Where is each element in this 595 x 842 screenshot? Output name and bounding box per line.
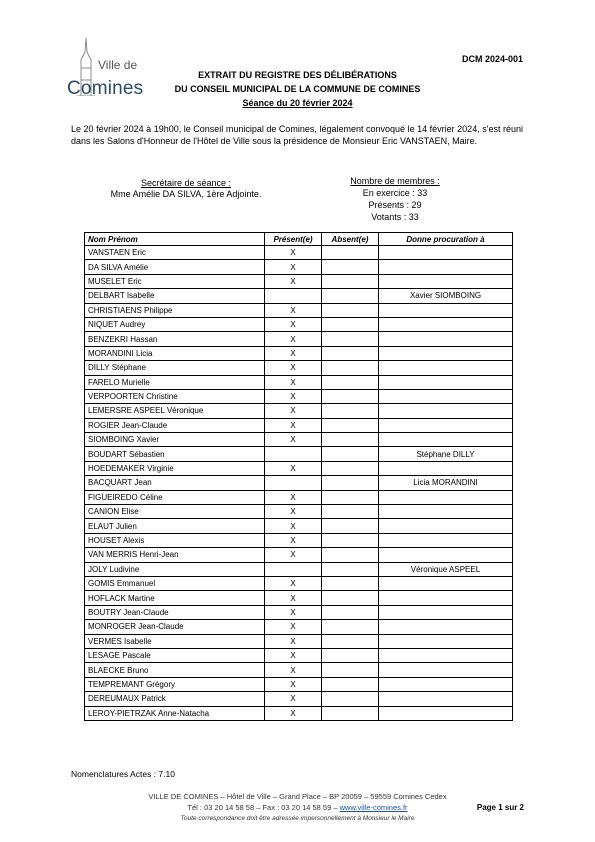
cell-present: X (265, 648, 322, 662)
cell-procuration (379, 677, 513, 691)
cell-name: SIOMBOING Xavier (85, 433, 265, 447)
cell-procuration (379, 505, 513, 519)
table-row (85, 692, 513, 706)
cell-name: DEREUMAUX Patrick (85, 692, 265, 706)
footer-address: VILLE DE COMINES – Hôtel de Ville – Grand Place – BP 20059 – 59559 Comines Cedex (148, 792, 447, 801)
cell-absent (322, 332, 379, 346)
cell-name: CHRISTIAENS Philippe (85, 303, 265, 317)
cell-procuration (379, 361, 513, 375)
cell-procuration (379, 260, 513, 274)
cell-present: X (265, 317, 322, 331)
cell-procuration (379, 346, 513, 360)
secretary-name: Mme Amélie DA SILVA, 1ère Adjointe. (110, 189, 262, 199)
intro-paragraph: Le 20 février 2024 à 19h00, le Conseil municipal de Comines, légalement convoqué le 14 février 2024, s'est réuni dans les Salons d'Honneur de l'Hôtel de Ville sous la présidence de Monsieur Eric VANSTAEN, Maire. (71, 124, 523, 146)
cell-name: FIGUEIREDO Céline (85, 490, 265, 504)
cell-name: HOFLACK Martine (85, 591, 265, 605)
cell-procuration (379, 303, 513, 317)
cell-procuration (379, 246, 513, 260)
cell-procuration (379, 576, 513, 590)
cell-procuration (379, 605, 513, 619)
table-row (85, 332, 513, 346)
cell-procuration (379, 533, 513, 547)
session-date: Séance du 20 février 2024 (242, 98, 353, 108)
table-row (85, 562, 513, 576)
cell-absent (322, 677, 379, 691)
cell-name: LEROY-PIETRZAK Anne-Natacha (85, 706, 265, 720)
cell-present: X (265, 346, 322, 360)
cell-present: X (265, 591, 322, 605)
table-row (85, 634, 513, 648)
cell-name: CANION Elise (85, 505, 265, 519)
cell-present: X (265, 533, 322, 547)
title-line-2: DU CONSEIL MUNICIPAL DE LA COMMUNE DE COMINES (174, 84, 421, 94)
table-row (85, 404, 513, 418)
table-row (85, 447, 513, 461)
cell-name: VERPOORTEN Christine (85, 389, 265, 403)
members-votants: Votants : 33 (371, 212, 419, 222)
cell-name: HOEDEMAKER Virginie (85, 461, 265, 475)
cell-procuration: Licia MORANDINI (379, 476, 513, 490)
table-row (85, 648, 513, 662)
cell-present: X (265, 634, 322, 648)
cell-present: X (265, 576, 322, 590)
cell-procuration (379, 332, 513, 346)
cell-absent (322, 533, 379, 547)
cell-absent (322, 274, 379, 288)
cell-present (265, 289, 322, 303)
header-present: Présent(e) (265, 233, 322, 246)
table-row (85, 375, 513, 389)
table-row (85, 433, 513, 447)
table-row (85, 663, 513, 677)
cell-name: DILLY Stéphane (85, 361, 265, 375)
table-row (85, 591, 513, 605)
table-row (85, 605, 513, 619)
cell-procuration (379, 548, 513, 562)
cell-absent (322, 490, 379, 504)
cell-name: NIQUET Audrey (85, 317, 265, 331)
header-procuration: Donne procuration à (379, 233, 513, 246)
cell-name: LESAGE Pascale (85, 648, 265, 662)
cell-absent (322, 476, 379, 490)
table-row (85, 476, 513, 490)
cell-procuration (379, 317, 513, 331)
cell-present: X (265, 692, 322, 706)
page-number: Page 1 sur 2 (476, 803, 524, 812)
cell-procuration (379, 692, 513, 706)
cell-procuration (379, 648, 513, 662)
cell-present: X (265, 418, 322, 432)
cell-present: X (265, 332, 322, 346)
cell-absent (322, 548, 379, 562)
cell-absent (322, 706, 379, 720)
cell-procuration (379, 389, 513, 403)
cell-procuration (379, 490, 513, 504)
website-link[interactable]: www.ville-comines.fr (339, 803, 408, 812)
cell-absent (322, 389, 379, 403)
cell-procuration (379, 433, 513, 447)
table-row (85, 461, 513, 475)
cell-absent (322, 289, 379, 303)
cell-present: X (265, 620, 322, 634)
cell-name: BOUDART Sébastien (85, 447, 265, 461)
cell-name: BLAECKE Bruno (85, 663, 265, 677)
cell-name: LEMERSRE ASPEEL Véronique (85, 404, 265, 418)
cell-present: X (265, 505, 322, 519)
attendance-table (84, 232, 513, 721)
cell-procuration (379, 274, 513, 288)
cell-name: MUSELET Eric (85, 274, 265, 288)
table-row (85, 620, 513, 634)
cell-present: X (265, 663, 322, 677)
cell-absent (322, 505, 379, 519)
table-row (85, 303, 513, 317)
table-row (85, 317, 513, 331)
cell-absent (322, 620, 379, 634)
cell-present: X (265, 605, 322, 619)
header-nom-prenom: Nom Prénom (85, 233, 265, 246)
cell-absent (322, 433, 379, 447)
logo-text-ville: Ville de (98, 58, 138, 72)
cell-absent (322, 303, 379, 317)
cell-absent (322, 317, 379, 331)
cell-present: X (265, 490, 322, 504)
table-row (85, 576, 513, 590)
table-row (85, 260, 513, 274)
cell-name: ELAUT Julien (85, 519, 265, 533)
cell-absent (322, 663, 379, 677)
cell-absent (322, 346, 379, 360)
cell-procuration: Stéphane DILLY (379, 447, 513, 461)
table-header-row (85, 233, 513, 246)
cell-absent (322, 404, 379, 418)
cell-present: X (265, 274, 322, 288)
header-absent: Absent(e) (322, 233, 379, 246)
members-en-exercice: En exercice : 33 (362, 188, 428, 198)
cell-absent (322, 461, 379, 475)
cell-present: X (265, 260, 322, 274)
table-row (85, 346, 513, 360)
members-title: Nombre de membres : (350, 176, 440, 186)
cell-name: FARELO Murielle (85, 375, 265, 389)
cell-present: X (265, 303, 322, 317)
table-row (85, 519, 513, 533)
cell-name: VANSTAEN Eric (85, 246, 265, 260)
cell-absent (322, 634, 379, 648)
document-reference: DCM 2024-001 (461, 54, 523, 64)
title-line-1: EXTRAIT DU REGISTRE DES DÉLIBÉRATIONS (198, 70, 397, 80)
cell-present: X (265, 361, 322, 375)
secretary-title: Secrétaire de séance : (140, 178, 232, 188)
cell-absent (322, 576, 379, 590)
cell-absent (322, 519, 379, 533)
cell-name: HOUSET Alexis (85, 533, 265, 547)
members-presents: Présents : 29 (368, 200, 422, 210)
table-row (85, 490, 513, 504)
cell-name: MORANDINI Licia (85, 346, 265, 360)
table-row (85, 548, 513, 562)
table-row (85, 533, 513, 547)
cell-absent (322, 418, 379, 432)
cell-name: BACQUART Jean (85, 476, 265, 490)
cell-present: X (265, 404, 322, 418)
cell-present: X (265, 433, 322, 447)
cell-present: X (265, 548, 322, 562)
table-row (85, 289, 513, 303)
table-row (85, 274, 513, 288)
cell-procuration (379, 519, 513, 533)
cell-procuration (379, 418, 513, 432)
cell-absent (322, 648, 379, 662)
cell-name: ROGIER Jean-Claude (85, 418, 265, 432)
cell-procuration (379, 404, 513, 418)
cell-procuration (379, 663, 513, 677)
cell-present (265, 447, 322, 461)
cell-present: X (265, 389, 322, 403)
cell-name: VERMES Isabelle (85, 634, 265, 648)
cell-name: BENZEKRI Hassan (85, 332, 265, 346)
logo-text-comines: Comines (67, 78, 144, 99)
nomenclature: Nomenclatures Actes : 7.10 (71, 769, 175, 779)
cell-present: X (265, 677, 322, 691)
cell-absent (322, 447, 379, 461)
cell-procuration (379, 375, 513, 389)
cell-present: X (265, 706, 322, 720)
cell-present (265, 476, 322, 490)
cell-name: GOMIS Emmanuel (85, 576, 265, 590)
members-block (340, 175, 450, 223)
cell-present: X (265, 519, 322, 533)
secretary-block (91, 178, 281, 200)
cell-procuration: Xavier SIOMBOING (379, 289, 513, 303)
cell-procuration: Véronique ASPEEL (379, 562, 513, 576)
table-row (85, 361, 513, 375)
cell-name: MONROGER Jean-Claude (85, 620, 265, 634)
cell-procuration (379, 461, 513, 475)
cell-procuration (379, 591, 513, 605)
table-row (85, 389, 513, 403)
cell-absent (322, 361, 379, 375)
footer-notice: Toute correspondance doit être adressée impersonnellement à Monsieur le Maire (180, 815, 415, 822)
cell-present: X (265, 461, 322, 475)
cell-procuration (379, 706, 513, 720)
cell-absent (322, 562, 379, 576)
cell-name: JOLY Ludivine (85, 562, 265, 576)
cell-name: TEMPREMANT Grégory (85, 677, 265, 691)
cell-name: DELBART Isabelle (85, 289, 265, 303)
table-row (85, 505, 513, 519)
cell-absent (322, 692, 379, 706)
cell-procuration (379, 620, 513, 634)
cell-absent (322, 246, 379, 260)
cell-present: X (265, 375, 322, 389)
cell-absent (322, 260, 379, 274)
cell-present: X (265, 246, 322, 260)
cell-absent (322, 591, 379, 605)
cell-absent (322, 375, 379, 389)
cell-name: DA SILVA Amélie (85, 260, 265, 274)
table-row (85, 418, 513, 432)
cell-absent (322, 605, 379, 619)
cell-procuration (379, 634, 513, 648)
footer-phone-fax: Tél : 03 20 14 58 58 – Fax : 03 20 14 58 59 – (187, 803, 340, 812)
table-row (85, 706, 513, 720)
cell-present (265, 562, 322, 576)
table-row (85, 246, 513, 260)
table-row (85, 677, 513, 691)
cell-name: BOUTRY Jean-Claude (85, 605, 265, 619)
cell-name: VAN MERRIS Henri-Jean (85, 548, 265, 562)
